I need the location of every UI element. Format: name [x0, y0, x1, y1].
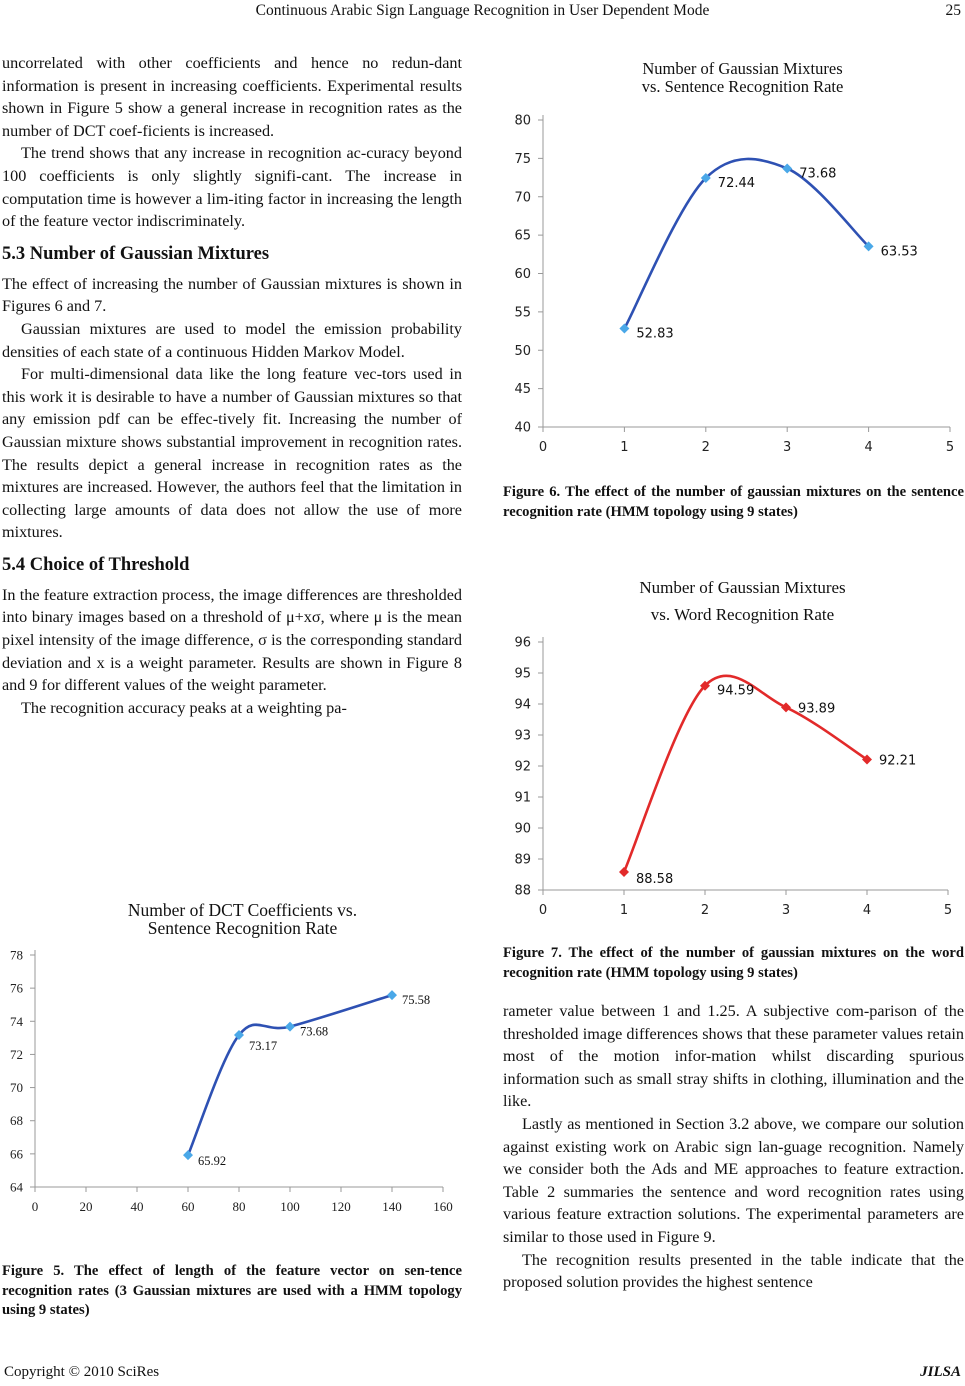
right-column-text — [503, 1000, 964, 1294]
figure-6-caption: Figure 6. The effect of the number of gaussian mixtures on the sentence recognition rate (HMM topology using 9 states) — [503, 484, 964, 520]
data-label: 73.68 — [799, 166, 837, 182]
y-tick-label: 78 — [10, 947, 23, 963]
copyright-notice: Copyright © 2010 SciRes — [4, 1364, 160, 1380]
paragraph: Lastly as mentioned in Section 3.2 above, we compare our solution against existing work on Arabic sign lan-guage recognition. Namely we consider both the Ads and ME approaches to feature extraction. Table 2 summaries the sentence and word recognition rates using various feature extraction solutions. The experimental parameters are similar to those used in Figure 9. — [503, 1114, 964, 1246]
x-tick-label: 2 — [700, 903, 710, 918]
data-point — [619, 867, 629, 877]
figure-7-svg — [500, 565, 965, 935]
x-tick-label: 4 — [862, 903, 872, 918]
data-point — [387, 990, 397, 1000]
x-tick-label: 3 — [783, 440, 792, 455]
data-label: 75.58 — [402, 993, 431, 1008]
y-tick-label: 96 — [514, 635, 531, 651]
page-footer — [0, 1362, 965, 1386]
x-tick-label: 1 — [619, 903, 629, 918]
x-tick-label: 5 — [943, 903, 953, 918]
y-tick-label: 74 — [10, 1013, 23, 1029]
x-tick-label: 0 — [538, 903, 548, 918]
y-tick-label: 76 — [10, 980, 23, 996]
data-label: 92.21 — [879, 753, 917, 769]
paragraph: The trend shows that any increase in recognition ac-curacy beyond 100 coefficients is only slightly signifi-cant. The increase in computation time is however a lim-iting factor in increasing the length of the feature vector indiscriminately. — [2, 144, 462, 231]
figure-6-chart — [500, 52, 965, 472]
paragraph: In the feature extraction process, the image differences are thresholded into binary images based on a threshold of μ+xσ, where μ is the mean pixel intensity of the image difference, σ is the corresponding standard deviation and x is a weight parameter. Results are shown in Figure 8 and 9 for different values of the weight parameter. — [2, 585, 462, 695]
chart-title: Number of DCT Coefficients vs. — [127, 900, 358, 920]
y-tick-label: 50 — [514, 343, 531, 359]
y-tick-label: 40 — [514, 420, 531, 436]
y-tick-label: 64 — [10, 1179, 23, 1195]
data-label: 52.83 — [636, 326, 674, 342]
section-heading: 5.3 Number of Gaussian Mixtures — [2, 243, 270, 264]
data-point — [619, 324, 629, 334]
paragraph: For multi-dimensional data like the long feature vec-tors used in this work it is desirable to have a number of Gaussian mixtures so that any emission pdf can be effec-tively fit. Increasing the number of Gaussian mixture shows substantial improvement in recognition rates. The results depict a general increase in recognition rates as the mixtures are increased. However, the authors feel that the limitation in collecting large amounts of data does not allow the use of more mixtures. — [2, 365, 462, 542]
section-heading: 5.4 Choice of Threshold — [2, 554, 190, 575]
y-tick-label: 55 — [514, 305, 531, 321]
y-tick-label: 75 — [514, 151, 531, 167]
journal-name: JILSA — [920, 1364, 961, 1380]
y-tick-label: 68 — [10, 1113, 23, 1129]
x-tick-label: 0 — [538, 440, 548, 455]
chart-title: Sentence Recognition Rate — [147, 918, 338, 938]
x-tick-label: 40 — [130, 1199, 144, 1214]
data-point — [782, 164, 792, 174]
chart-title: Number of Gaussian Mixtures — [639, 578, 846, 597]
figure-5-svg — [0, 895, 465, 1255]
x-tick-label: 4 — [864, 440, 873, 455]
series-line — [188, 995, 392, 1155]
x-tick-label: 140 — [382, 1199, 402, 1214]
y-tick-label: 70 — [10, 1080, 23, 1096]
paragraph: The recognition accuracy peaks at a weighting pa- — [21, 698, 347, 717]
x-tick-label: 2 — [701, 440, 710, 455]
data-label: 88.58 — [636, 872, 674, 888]
y-tick-label: 89 — [514, 852, 531, 868]
data-point — [183, 1150, 193, 1160]
y-tick-label: 92 — [514, 759, 531, 775]
y-tick-label: 70 — [514, 190, 531, 206]
y-tick-label: 90 — [514, 821, 531, 837]
x-tick-label: 60 — [181, 1199, 195, 1214]
paragraph: The effect of increasing the number of Gaussian mixtures is shown in Figures 6 and 7. — [2, 274, 462, 316]
x-tick-label: 80 — [232, 1199, 246, 1214]
x-tick-label: 1 — [620, 440, 629, 455]
paragraph: uncorrelated with other coefficients and hence no redun-dant information is present in increasing coefficients. Experimental results shown in Figure 5 show a general increase in recognition rates as the number of DCT coef-ficients is increased. — [2, 54, 462, 140]
data-label: 73.68 — [300, 1024, 329, 1039]
running-header — [0, 0, 965, 26]
x-tick-label: 5 — [945, 440, 955, 455]
x-tick-label: 100 — [280, 1199, 300, 1214]
figure-7-caption: Figure 7. The effect of the number of gaussian mixtures on the word recognition rate (HMM topology using 9 states) — [503, 945, 964, 981]
y-tick-label: 93 — [514, 728, 531, 744]
y-tick-label: 94 — [514, 697, 531, 713]
y-tick-label: 66 — [10, 1146, 23, 1162]
figure-6-svg — [500, 52, 965, 472]
chart-title: Number of Gaussian Mixtures — [642, 59, 843, 78]
x-tick-label: 160 — [433, 1199, 453, 1214]
x-tick-label: 0 — [31, 1199, 39, 1214]
x-tick-label: 20 — [79, 1199, 93, 1214]
data-point — [285, 1022, 295, 1032]
figure-7-chart — [500, 565, 965, 935]
data-label: 72.44 — [717, 176, 756, 192]
chart-title: vs. Sentence Recognition Rate — [641, 77, 844, 96]
left-column-text — [2, 52, 462, 719]
x-tick-label: 120 — [331, 1199, 351, 1214]
page-number: 25 — [945, 2, 961, 19]
data-label: 65.92 — [198, 1154, 227, 1169]
y-tick-label: 88 — [514, 883, 531, 899]
data-label: 63.53 — [880, 244, 918, 260]
y-tick-label: 80 — [514, 113, 531, 129]
data-label: 94.59 — [717, 683, 755, 699]
y-tick-label: 72 — [10, 1046, 23, 1062]
figure-5-chart — [0, 895, 465, 1255]
data-label: 73.17 — [249, 1039, 278, 1054]
y-tick-label: 45 — [514, 382, 531, 398]
paragraph: Gaussian mixtures are used to model the emission probability densities of each state of a continuous Hidden Markov Model. — [2, 319, 462, 361]
y-tick-label: 65 — [514, 228, 531, 244]
data-label: 93.89 — [798, 701, 836, 717]
y-tick-label: 95 — [514, 666, 531, 682]
running-title: Continuous Arabic Sign Language Recognition in User Dependent Mode — [255, 2, 710, 19]
x-tick-label: 3 — [781, 903, 791, 918]
chart-title: vs. Word Recognition Rate — [650, 605, 835, 624]
y-tick-label: 60 — [514, 267, 531, 282]
y-tick-label: 91 — [514, 790, 531, 806]
paragraph: The recognition results presented in the table indicate that the proposed solution provides the highest sentence — [503, 1250, 964, 1292]
figure-5-caption: Figure 5. The effect of length of the feature vector on sen-tence recognition rates (3 Gaussian mixtures are used with a HMM topology using 9 states) — [2, 1263, 462, 1318]
paragraph: rameter value between 1 and 1.25. A subjective com-parison of the thresholded image differences shows that these parameter values retain most of the motion infor-mation whilst discarding spurious information such as small stray shifts in clothing, illumination and the like. — [503, 1002, 964, 1111]
data-point — [781, 702, 791, 712]
